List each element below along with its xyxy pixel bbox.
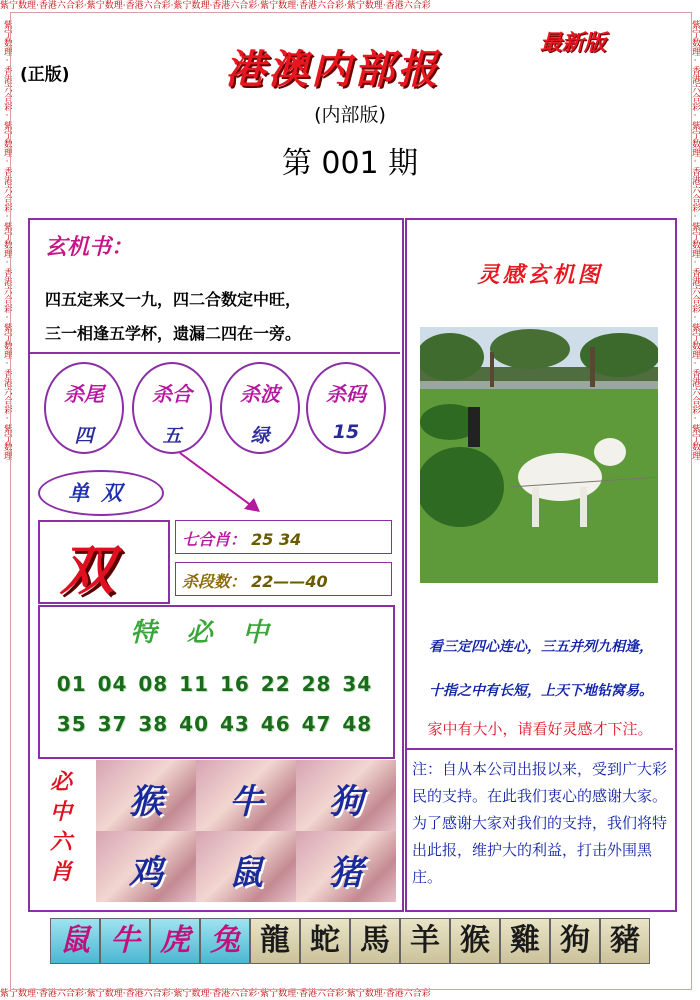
zodiac-cell: 蛇 — [300, 918, 350, 964]
animal-cell — [196, 831, 296, 902]
animal-cell — [296, 831, 396, 902]
tip-value: 五 — [162, 425, 182, 447]
qihe-value: 25 34 — [251, 530, 302, 549]
left-frame-text: 紫宁数理·香港六合彩·紫宁数理·香港六合彩·紫宁数理·香港六合彩·紫宁数理·香港六合彩·紫宁数理 — [2, 20, 12, 460]
animal-char: 牛 — [229, 782, 263, 822]
goat-photo — [420, 327, 658, 583]
zodiac-cell: 狗 — [550, 918, 600, 964]
xuanji-line-2: 三一相逢五学杯，遗漏二四在一旁。 — [45, 324, 302, 343]
tip-label: 杀合 — [152, 382, 192, 406]
tip-oval-tail — [44, 362, 124, 454]
animal-cell — [96, 760, 196, 831]
animal-cell — [96, 831, 196, 902]
poem-line-2: 十指之中有长短，上天下地钻窝易。 — [429, 683, 653, 699]
shaduan-value: 22——40 — [251, 572, 328, 591]
issue-number: 第 001 期 — [281, 146, 419, 181]
zodiac-cell: 豬 — [600, 918, 650, 964]
xuanji-title: 玄机书： — [45, 235, 134, 260]
qihe-row — [182, 527, 301, 550]
edition-tag: (正版) — [20, 65, 70, 85]
shuang-char: 双 — [60, 539, 114, 602]
right-frame-text: 紫宁数理·香港六合彩·紫宁数理·香港六合彩·紫宁数理·香港六合彩·紫宁数理·香港六合彩·紫宁数理 — [690, 20, 700, 460]
zodiac-cell: 龍 — [250, 918, 300, 964]
tip-value: 15 — [332, 421, 360, 443]
shaduan-row — [182, 569, 328, 592]
zodiac-cell: 虎 — [150, 918, 200, 964]
tip-label: 杀尾 — [64, 382, 104, 406]
zodiac-bar — [50, 918, 650, 964]
tip-oval-he — [132, 362, 212, 454]
top-frame-text: 紫宁数理·香港六合彩·紫宁数理·香港六合彩·紫宁数理·香港六合彩·紫宁数理·香港六合彩·紫宁数理·香港六合彩 — [0, 1, 431, 11]
number-row-2: 35 37 38 40 43 46 47 48 — [56, 712, 373, 736]
animal-char: 猪 — [329, 853, 363, 893]
zodiac-cell: 牛 — [100, 918, 150, 964]
animal-cell — [196, 760, 296, 831]
latest-tag: 最新版 — [540, 31, 607, 56]
tip-label: 杀波 — [240, 382, 280, 406]
animal-char: 鸡 — [129, 853, 163, 893]
tebi-title: 特必中 — [130, 618, 299, 648]
animal-char: 鼠 — [229, 853, 263, 893]
tip-label: 杀码 — [326, 382, 366, 406]
shaduan-label: 杀段数： — [182, 572, 247, 591]
xuanji-line-1: 四五定来又一九，四二合数定中旺， — [45, 290, 302, 309]
zodiac-cell: 馬 — [350, 918, 400, 964]
note-text: 注：自从本公司出报以来，受到广大彩民的支持。在此我们衷心的感谢大家。为了感谢大家对我们的支持，我们将特出此报，维护大的利益，打击外围黑庄。 — [412, 760, 668, 886]
zodiac-cell: 兔 — [200, 918, 250, 964]
tip-value: 四 — [74, 425, 94, 447]
poem-note: 家中有大小，请看好灵感才下注。 — [427, 720, 653, 738]
tip-value: 绿 — [250, 425, 270, 447]
tip-oval-code — [306, 362, 386, 454]
zodiac-cell: 猴 — [450, 918, 500, 964]
animal-char: 狗 — [329, 782, 363, 822]
poem-line-1: 看三定四心连心，三五并列九相逢， — [429, 639, 653, 655]
inspiration-title: 灵感玄机图 — [477, 263, 603, 288]
bottom-frame-text: 紫宁数理·香港六合彩·紫宁数理·香港六合彩·紫宁数理·香港六合彩·紫宁数理·香港六合彩·紫宁数理·香港六合彩 — [0, 989, 431, 999]
bizhong-label: 必中六肖 — [49, 770, 72, 885]
page-title: 港澳内部报 — [225, 46, 440, 93]
danshuang-oval: 单双 — [38, 470, 164, 516]
zodiac-cell: 鼠 — [50, 918, 100, 964]
number-row-1: 01 04 08 11 16 22 28 34 — [56, 672, 373, 696]
divider — [30, 352, 400, 354]
animal-grid — [96, 760, 396, 902]
arrow-icon — [170, 445, 270, 520]
zodiac-cell: 羊 — [400, 918, 450, 964]
animal-char: 猴 — [129, 782, 163, 822]
zodiac-cell: 雞 — [500, 918, 550, 964]
qihe-label: 七合肖： — [182, 530, 247, 549]
subtitle: (内部版) — [314, 104, 386, 126]
tip-oval-wave — [220, 362, 300, 454]
animal-cell — [296, 760, 396, 831]
